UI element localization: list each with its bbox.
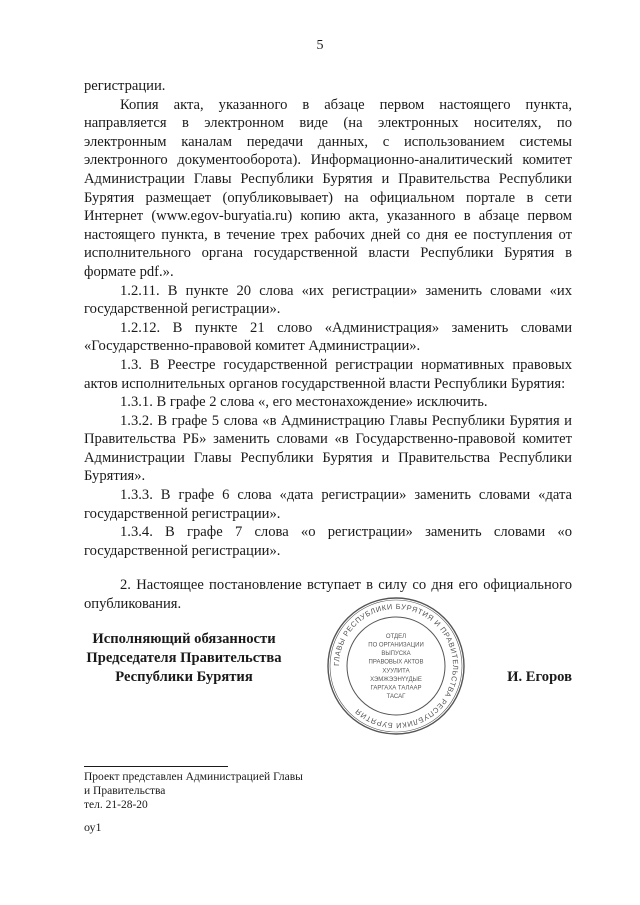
body-paragraph: 1.3. В Реестре государственной регистрации нормативных правовых актов исполнительных органов государственной власти Республики Бурятия: <box>84 356 572 392</box>
signatory-position-line: Исполняющий обязанности <box>92 631 276 647</box>
body-paragraph: 1.3.1. В графе 2 слова «, его местонахождение» исключить. <box>120 394 488 411</box>
signatory-position-line: Председателя Правительства <box>86 650 282 666</box>
seal-center-line: ОТДЕЛ <box>385 633 407 640</box>
seal-center-line: ГАРГАХА ТАЛААР <box>370 685 422 692</box>
footnote-line: Проект представлен Администрацией Главы <box>84 771 303 783</box>
body-paragraph: 1.3.2. В графе 5 слова «в Администрацию Главы Республики Бурятия и Правительства РБ» заменить словами «в Государственно-правовой комитет Администрации Главы Республики Бурятия и Правительства Республики Бурятия». <box>84 412 572 485</box>
footnote-line: тел. 21-28-20 <box>84 799 148 811</box>
seal-center-line: ТАСАГ <box>386 694 406 701</box>
seal-center-line: ХУУЛИТА <box>382 668 410 675</box>
document-body <box>84 77 572 614</box>
body-paragraph: 1.2.11. В пункте 20 слова «их регистрации» заменить словами «их государственной регистрации». <box>84 282 572 318</box>
body-paragraph: 1.2.12. В пункте 21 слово «Администрация» заменить словами «Государственно-правовой комитет Администрации». <box>84 319 572 355</box>
official-seal <box>326 596 466 736</box>
signatory-position-line: Республики Бурятия <box>115 669 253 685</box>
footnote <box>84 770 384 812</box>
signatory-position <box>84 630 284 687</box>
seal-ring-text: ГЛАВЫ РЕСПУБЛИКИ БУРЯТИЯ И ПРАВИТЕЛЬСТВА РЕСПУБЛИКИ БУРЯТИЯ <box>331 601 461 731</box>
page-number: 5 <box>316 38 324 53</box>
seal-center-line: ХЭМЖЭЭНҮҮДЫЕ <box>370 676 422 683</box>
body-paragraph: 2. Настоящее постановление вступает в силу со дня его официального опубликования. <box>84 577 572 613</box>
body-paragraph: 1.3.4. В графе 7 слова «о регистрации» заменить словами «о государственной регистрации». <box>84 524 572 559</box>
signer-name: И. Егоров <box>507 669 572 685</box>
seal-center-line: ПО ОРГАНИЗАЦИИ <box>368 642 424 649</box>
body-paragraph: 1.3.3. В графе 6 слова «дата регистрации» заменить словами «дата государственной регистрации». <box>84 487 572 522</box>
svg-text:ГЛАВЫ РЕСПУБЛИКИ БУРЯТИЯ И ПРА <box>332 602 460 730</box>
body-paragraph: регистрации. <box>84 78 166 94</box>
footnote-divider <box>84 766 228 767</box>
seal-center-line: ВЫПУСКА <box>381 651 411 658</box>
seal-center-line: ПРАВОВЫХ АКТОВ <box>368 659 424 666</box>
document-code: оу1 <box>84 820 102 834</box>
body-paragraph: Копия акта, указанного в абзаце первом настоящего пункта, направляется в электронном виде (на электронных носителях, по электронным каналам передачи данных, с использованием системы электронного документооборота). Информационно-аналитический комитет Администрации Главы Республики Бурятия и Правительства Республики Бурятия размещает (опубликовывает) на официальном портале в сети Интернет (www.egov-buryatia.ru) копию акта, указанного в абзаце первом настоящего пункта, в течение трех рабочих дней со дня ее поступления от исполнительного органа государственной власти Республики Бурятия в формате pdf.». <box>84 96 572 280</box>
footnote-line: и Правительства <box>84 785 166 797</box>
